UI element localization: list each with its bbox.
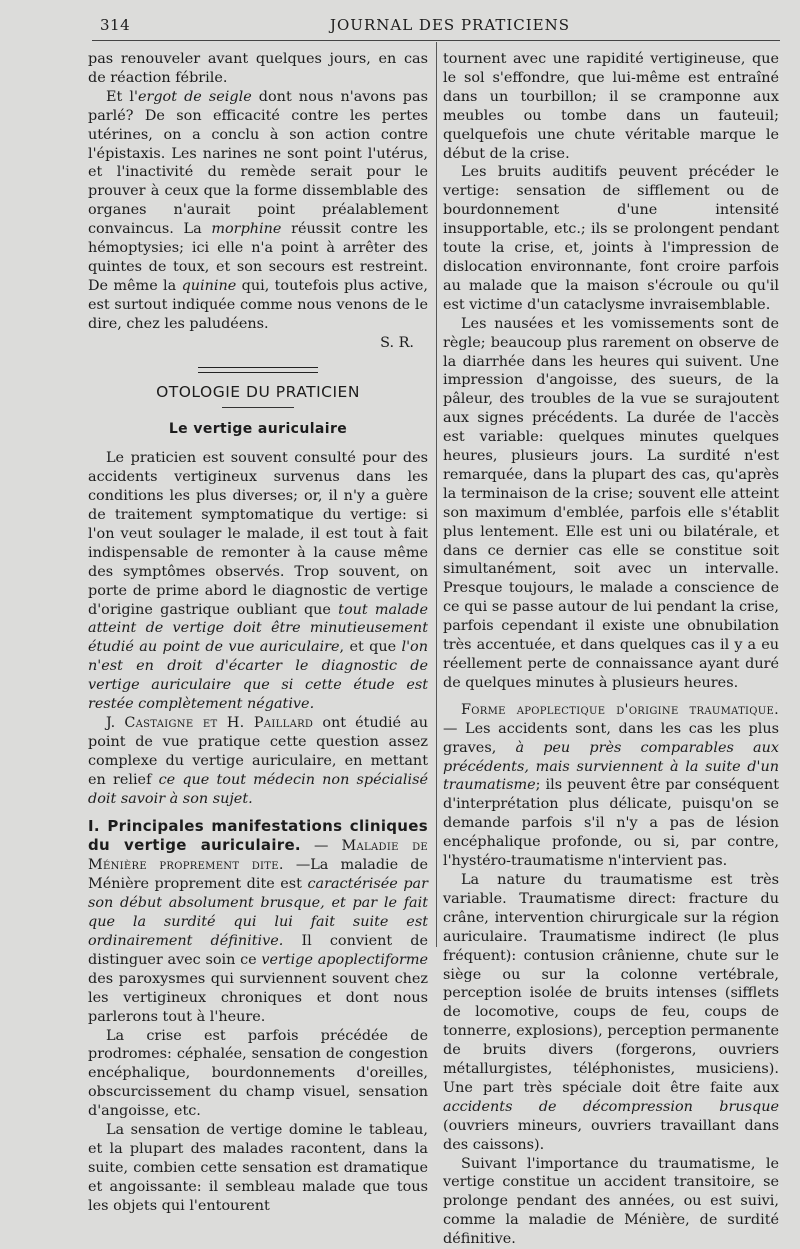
section-title: OTOLOGIE DU PRATICIEN [156, 382, 360, 401]
paragraph: Les bruits auditifs peuvent précéder le vertige: sensation de sifflement ou de bourdonnement d'une intensité insupportable, etc.; ils se prolongent pendant toute la crise, et, joints à l'impression de dislocation environnante, font croire parfois au malade que la maison s'écroule ou qu'il est victime d'un cataclysme invraisemblable. [443, 164, 779, 313]
paragraph: Et l'ergot de seigle dont nous n'avons pas parlé? De son efficacité contre les pertes utérines, on a conclu à son action contre l'épistaxis. Les narines ne sont point l'utérus, et l'inactivité du remède serait pour le prouver à ceux que la forme dissemblable des organes n'aurait point préalablement convaincus. La morphine réussit contre les hémoptysies; ici elle n'a point à arrêter des quintes de toux, et son secours est restreint. De même la quinine qui, toutefois plus active, est surtout indiquée comme nous venons de le dire, chez les paludéens. [88, 88, 428, 332]
paragraph: Le praticien est souvent consulté pour des accidents vertigineux survenus dans les conditions les plus diverses; or, il n'y a guère de traitement symptomatique du vertige: si l'on veut soulager le malade, il est tout à fait indispensable de remonter à la cause même des symptômes observés. Trop souvent, on porte de prime abord le diagnostic de vertige d'origine gastrique oubliant que tout malade atteint de vertige doit être minutieusement étudié au point de vue auriculaire, et que l'on n'est en droit d'écarter le diagnostic de vertige auriculaire que si cette étude est restée complètement négative. [88, 450, 428, 713]
paragraph: tournent avec une rapidité vertigineuse, que le sol s'effondre, que lui-même est entraîné dans un tourbillon; il se cramponne aux meubles ou tombe dans un fauteuil; quelquefois une chute véritable marque le début de la crise. [443, 51, 779, 162]
subsection-heading: I. Principales manifestations cliniques du vertige auriculaire. [88, 816, 428, 855]
paragraph: Forme apoplectique d'origine traumatique. — Les accidents sont, dans les cas les plus graves, à peu près comparables aux précédents, mais surviennent à la suite d'un traumatisme; ils peuvent être par conséquent d'interprétation plus délicate, puisqu'on se demande parfois s'il n'y a pas de lésion encéphalique profonde, ou si, par contre, l'hystéro-traumatisme n'intervient pas. [443, 701, 779, 870]
section-rule [198, 367, 318, 373]
running-header [0, 14, 800, 38]
column-divider [436, 42, 437, 947]
header-rule [92, 40, 780, 41]
right-column [443, 50, 779, 1249]
article-title: Le vertige auriculaire [168, 421, 348, 438]
paragraph: La sensation de vertige domine le tableau, et la plupart des malades racontent, dans la suite, combien cette sensation est dramatique et angoissante: il sembleau malade que tous les objets qui l'entourent [88, 1122, 428, 1214]
paragraph: J. Castaigne et H. Paillard ont étudié au point de vue pratique cette question assez complexe du vertige auriculaire, en mettant en relief ce que tout médecin non spécialisé doit savoir à son sujet. [88, 715, 428, 807]
title-rule [222, 407, 294, 408]
paragraph: pas renouveler avant quelques jours, en cas de réaction fébrile. [88, 51, 428, 86]
journal-title: JOURNAL DES PRATICIENS [330, 16, 571, 34]
page-number: 314 [100, 16, 131, 34]
paragraph: I. Principales manifestations cliniques du vertige auriculaire. — Maladie de Ménière proprement dite. —La maladie de Ménière proprement dite est caractérisée par son début absolument brusque, et par le fait que la surdité qui lui fait suite est ordinairement définitive. Il convient de distinguer avec soin ce vertige apoplectiforme des paroxysmes qui surviennent souvent chez les vertigineux chroniques et dont nous parlerons tout à l'heure. [88, 816, 429, 1025]
subsection-heading: Forme apoplectique d'origine traumatique. [461, 701, 779, 718]
paragraph: La nature du traumatisme est très variable. Traumatisme direct: fracture du crâne, intervention chirurgicale sur la région auriculaire. Traumatisme indirect (le plus fréquent): contusion crânienne, chute sur le siège ou sur la colonne vertébrale, perception isolée de bruits intenses (sifflets de locomotive, coups de feu, coups de tonnerre, explosions), perception permanente de bruits divers (forgerons, ouvriers métallurgistes, téléphonistes, musiciens). Une part très spéciale doit être faite aux accidents de décompression brusque (ouvriers mineurs, ouvriers travaillant dans des caissons). [443, 871, 779, 1153]
author-signature: S. R. [380, 334, 414, 351]
paragraph: La crise est parfois précédée de prodromes: céphalée, sensation de congestion encéphalique, bourdonnements d'oreilles, obscurcissement du champ visuel, sensation d'angoisse, etc. [88, 1027, 428, 1120]
left-column [88, 50, 428, 1216]
paragraph: Suivant l'importance du traumatisme, le vertige constitue un accident transitoire, se prolonge pendant des années, ou est suivi, comme la maladie de Ménière, de surdité définitive. [443, 1155, 779, 1248]
paragraph: Les nausées et les vomissements sont de règle; beaucoup plus rarement on observe de la diarrhée dans les heures qui suivent. Une impression d'angoisse, des sueurs, de la pâleur, des troubles de la vue se surajoutent aux signes précédents. La durée de l'accès est variable: quelques minutes quelques heures, plusieurs jours. La surdité n'est remarquée, dans la plupart des cas, qu'après la terminaison de la crise; souvent elle atteint son maximum d'emblée, parfois elle s'établit plus lentement. Elle est uni ou bilatérale, et dans ce dernier cas elle se constitue soit simultanément, soit avec un intervalle. Presque toujours, le malade a conscience de ce qui se passe autour de lui pendant la crise, parfois cependant il existe une obnubilation très accentuée, et dans quelques cas il y a eu réellement perte de connaissance ayant duré de quelques minutes à plusieurs heures. [443, 315, 779, 691]
